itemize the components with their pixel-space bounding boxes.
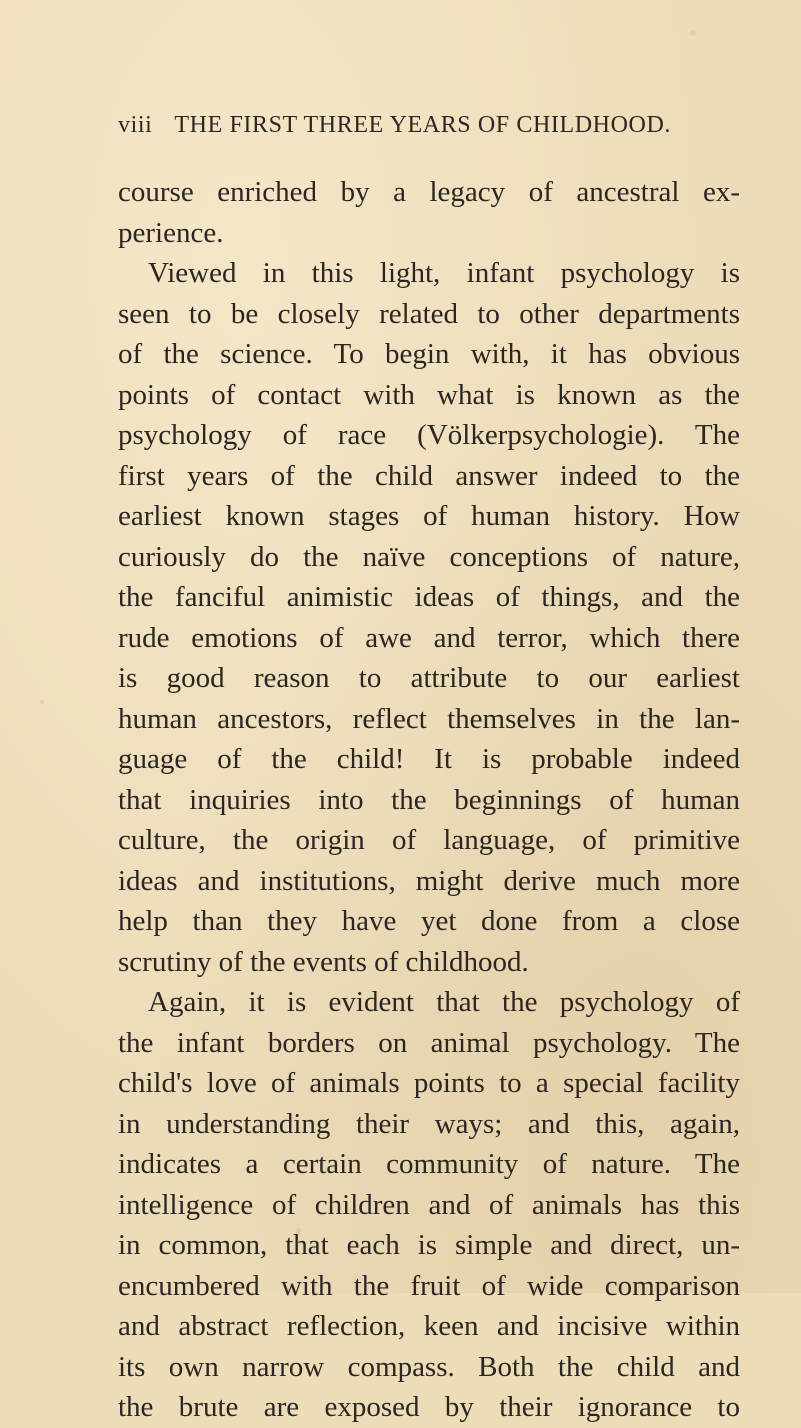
text-line: ideas and institutions, might derive much more — [118, 864, 740, 897]
text-line: psychology of race (Völkerpsychologie). The — [118, 419, 740, 451]
text-line: guage of the child! It is probable indeed — [118, 743, 740, 775]
running-title: THE FIRST THREE YEARS OF CHILDHOOD. — [174, 112, 671, 138]
text-line: the fanciful animistic ideas of things, and the — [118, 581, 740, 613]
text-line: earliest known stages of human history. How — [118, 500, 740, 532]
text-line: in common, that each is simple and direct, un- — [118, 1229, 740, 1261]
text-line: human ancestors, reflect themselves in the lan- — [118, 702, 740, 735]
text-line: indicates a certain community of nature. The — [118, 1148, 740, 1180]
text-line: its own narrow compass. Both the child and — [118, 1350, 740, 1383]
text-line: seen to be closely related to other departments — [118, 297, 740, 330]
text-line: child's love of animals points to a special facility — [118, 1067, 740, 1099]
page-number: viii — [118, 112, 153, 138]
text-line: first years of the child answer indeed to the — [118, 459, 740, 492]
text-line: curiously do the naïve conceptions of nature, — [118, 540, 740, 573]
body-text — [118, 172, 740, 1428]
text-line: culture, the origin of language, of primitive — [118, 824, 740, 856]
paper-spot — [40, 700, 44, 704]
text-line: that inquiries into the beginnings of human — [118, 783, 740, 816]
text-line: rude emotions of awe and terror, which there — [118, 621, 740, 654]
text-line: encumbered with the fruit of wide comparison — [118, 1269, 740, 1302]
text-line: help than they have yet done from a close — [118, 905, 740, 937]
text-line: of the science. To begin with, it has obvious — [118, 338, 740, 370]
text-line: in understanding their ways; and this, again, — [118, 1107, 740, 1140]
text-line: points of contact with what is known as the — [118, 378, 740, 411]
paragraph-first-line: Again, it is evident that the psychology of — [148, 986, 740, 1018]
text-line: is good reason to attribute to our earliest — [118, 662, 740, 694]
text-line: scrutiny of the events of childhood. — [118, 945, 529, 978]
text-line: and abstract reflection, keen and incisive within — [118, 1310, 740, 1342]
text-line: the infant borders on animal psychology. The — [118, 1026, 740, 1059]
text-line: intelligence of children and of animals has this — [118, 1188, 740, 1221]
text-line: the brute are exposed by their ignorance to — [118, 1391, 740, 1423]
paper-spot — [690, 30, 696, 36]
running-head — [118, 105, 698, 145]
paragraph-first-line: Viewed in this light, infant psychology is — [148, 257, 740, 289]
text-line: course enriched by a legacy of ancestral ex- — [118, 176, 740, 208]
text-line: perience. — [118, 216, 224, 249]
